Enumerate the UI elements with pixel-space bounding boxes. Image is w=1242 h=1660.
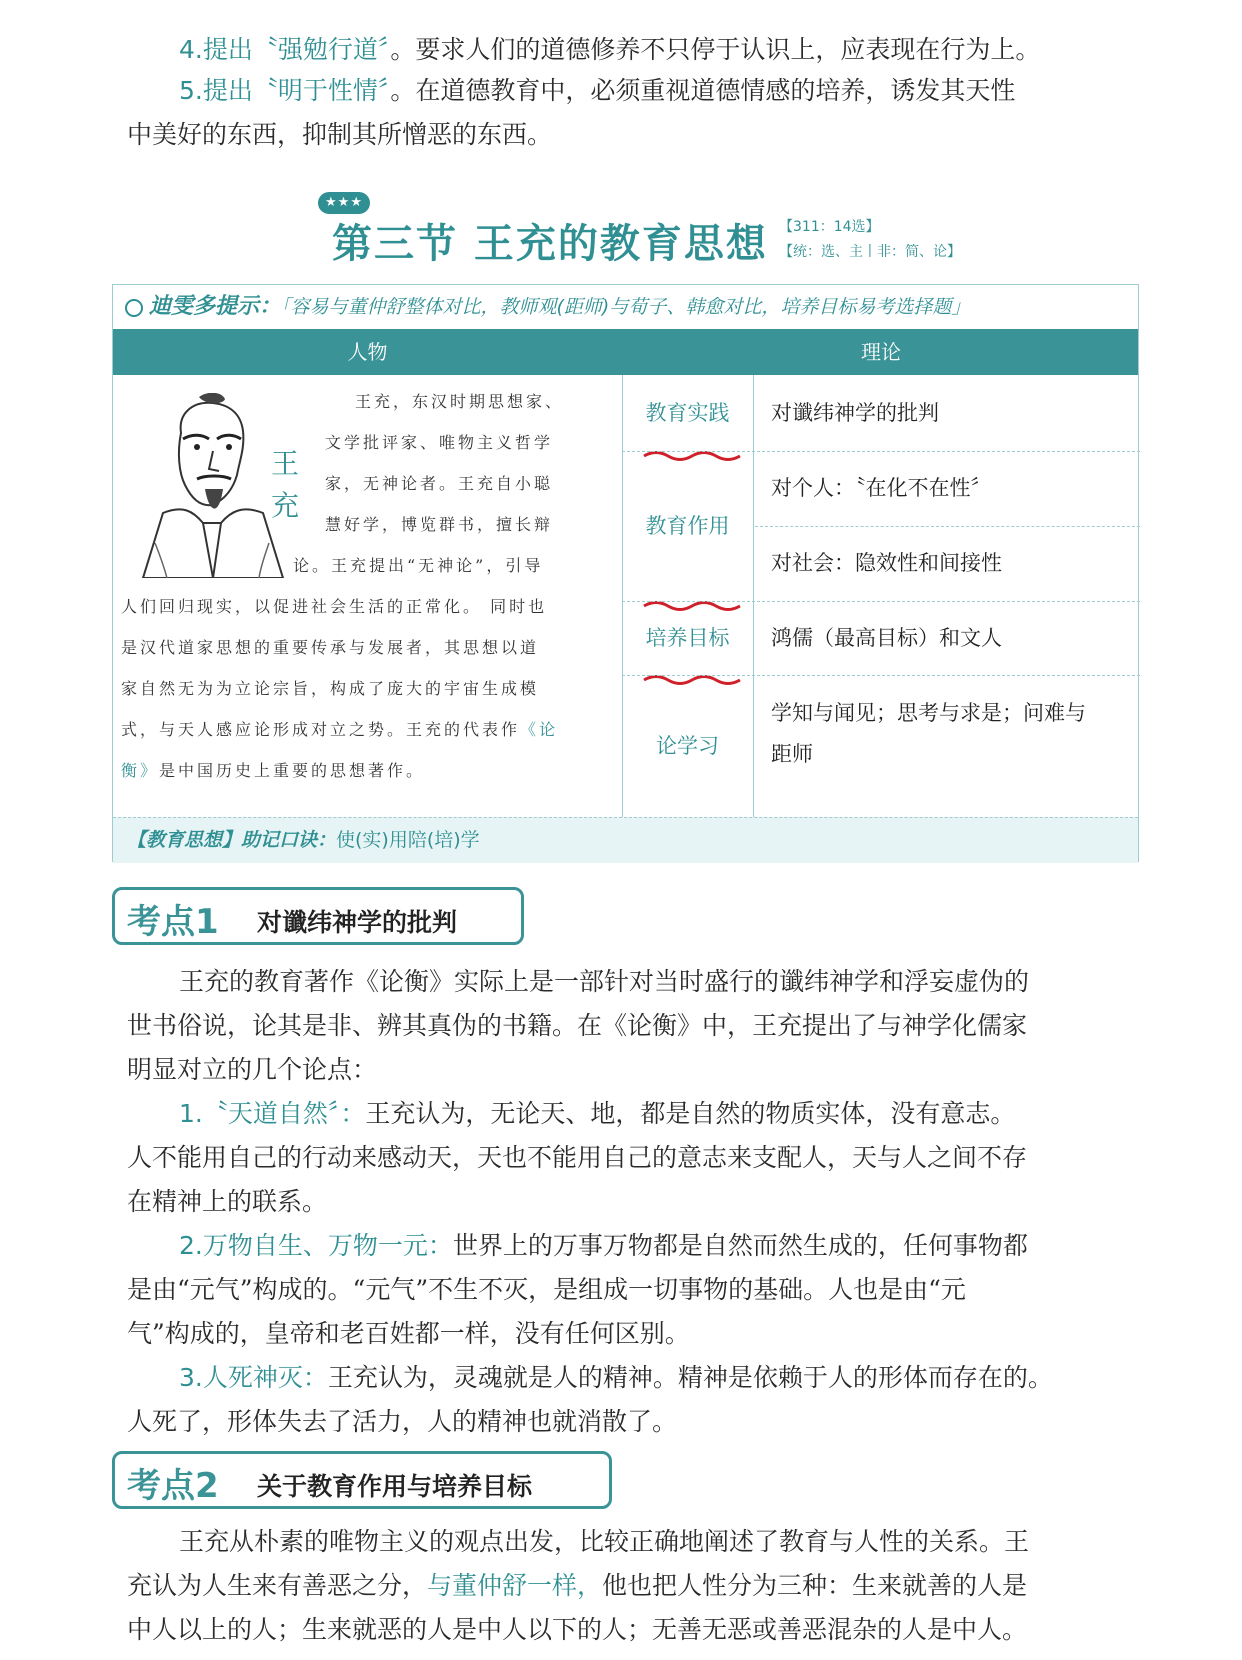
kaodian-1-point-1: 1.〝天道自然〞：王充认为，无论天、地，都是自然的物质实体，没有意志。 人不能用自己的行动来感动天，天也不能用自己的意志来支配人，天与人之间不存 在精神上的联系。 (127, 1099, 1028, 1216)
table-header (113, 329, 1138, 375)
bio-line: 衡》是中国历史上重要的思想著作。 (121, 761, 426, 780)
column-header-theory: 理论 (861, 340, 901, 364)
tip-bar (113, 285, 1138, 330)
mnemonic-label: 【教育思想】助记口诀： (127, 829, 337, 851)
tip-text: 「容易与董仲舒整体对比，教师观(距师)与荀子、韩愈对比，培养目标易考选择题」 (281, 296, 971, 318)
kaodian-1-point-3: 3.人死神灭：王充认为，灵魂就是人的精神。精神是依赖于人的形体而存在的。 人死了，形体失去了活力，人的精神也就消散了。 (127, 1363, 1053, 1436)
bio-line: 是汉代道家思想的重要传承与发展者，其思想以道 (121, 638, 540, 657)
person-name: 王 充 (271, 447, 300, 522)
row-divider (622, 601, 1140, 602)
kaodian-2-paragraph: 王充从朴素的唯物主义的观点出发，比较正确地阐述了教育与人性的关系。王 充认为人生来有善恶之分，与董仲舒一样，他也把人性分为三种：生来就善的人是 中人以上的人；生来就恶的人是中人以下的人；无善无恶或善恶混杂的人是中人。 (127, 1527, 1030, 1644)
point-5-heading: 5.提出〝明于性情〞 (179, 76, 391, 105)
kaodian-1-intro: 王充的教育著作《论衡》实际上是一部针对当时盛行的谶纬神学和浮妄虚伪的 世书俗说，论其是非、辨其真伪的书籍。在《论衡》中，王充提出了与神学化儒家 明显对立的几个论点： (127, 967, 1030, 1084)
mnemonic-text: 使(实)用陪(培)学 (336, 829, 480, 851)
row-divider (622, 675, 1140, 676)
kaodian-1-point-2: 2.万物自生、万物一元：世界上的万事万物都是自然而然生成的，任何事物都 是由“元气”构成的。“元气”不生不灭，是组成一切事物的基础。人也是由“元 气”构成的，皇帝和老百姓都一样，没有任何区别。 (127, 1231, 1028, 1348)
bio-line: 人们回归现实，以促进社会生活的正常化。 同时也 (121, 597, 548, 616)
bio-line: 慧好学，博览群书，擅长辩 (325, 515, 554, 534)
intro-point-4: 4.提出〝强勉行道〞。要求人们的道德修养不只停于认识上，应表现在行为上。 (179, 35, 1041, 64)
kaodian-1-heading: 考点1 对谶纬神学的批判 (112, 887, 524, 945)
bio-line: 家，无神论者。王充自小聪 (325, 474, 554, 493)
bio-line: 家自然无为为立论宗旨，构成了庞大的宇宙生成模 (121, 679, 540, 698)
point-4-heading: 4.提出〝强勉行道〞 (179, 35, 391, 64)
difficulty-stars-badge: ★★★ (318, 192, 370, 214)
mnemonic-bar (113, 817, 1138, 863)
section-exam-meta: 【311：14选】 【统：选、主丨非：简、论】 (779, 219, 961, 260)
row-label-learning: 论学习 (622, 675, 754, 817)
theory-cell-practice: 对谶纬神学的批判 (771, 401, 939, 425)
bio-line: 式，与天人感应论形成对立之势。王充的代表作《论 (121, 720, 559, 739)
bio-line: 论。王充提出“无神论”，引导 (293, 556, 544, 575)
row-label-goal: 培养目标 (622, 601, 754, 675)
bio-line: 王充，东汉时期思想家、 (355, 392, 565, 411)
summary-table (112, 284, 1139, 862)
intro-point-5: 5.提出〝明于性情〞。在道德教育中，必须重视道德情感的培养，诱发其天性 中美好的东西，抑制其所憎恶的东西。 (127, 76, 1016, 149)
row-divider (622, 451, 1140, 452)
bio-line: 文学批评家、唯物主义哲学 (325, 433, 554, 452)
row-divider (755, 526, 1140, 527)
kaodian-2-heading: 考点2 关于教育作用与培养目标 (112, 1451, 612, 1509)
theory-cell-effect-individual: 对个人：〝在化不在性〞 (771, 476, 992, 500)
theory-cell-goal: 鸿儒（最高目标）和文人 (771, 626, 1002, 650)
theory-cell-effect-society: 对社会：隐效性和间接性 (771, 551, 1002, 575)
wang-chong-portrait (133, 393, 288, 578)
row-label-practice: 教育实践 (622, 375, 754, 451)
column-header-person: 人物 (347, 340, 388, 364)
lightbulb-icon (125, 299, 143, 317)
row-label-effect: 教育作用 (622, 451, 754, 601)
person-cell (113, 375, 623, 817)
section-title: 第三节 王充的教育思想 (332, 221, 768, 267)
tip-label: 迪雯多提示： (149, 294, 282, 319)
theory-cell-learning: 学知与闻见；思考与求是；问难与 距师 (771, 701, 1086, 766)
